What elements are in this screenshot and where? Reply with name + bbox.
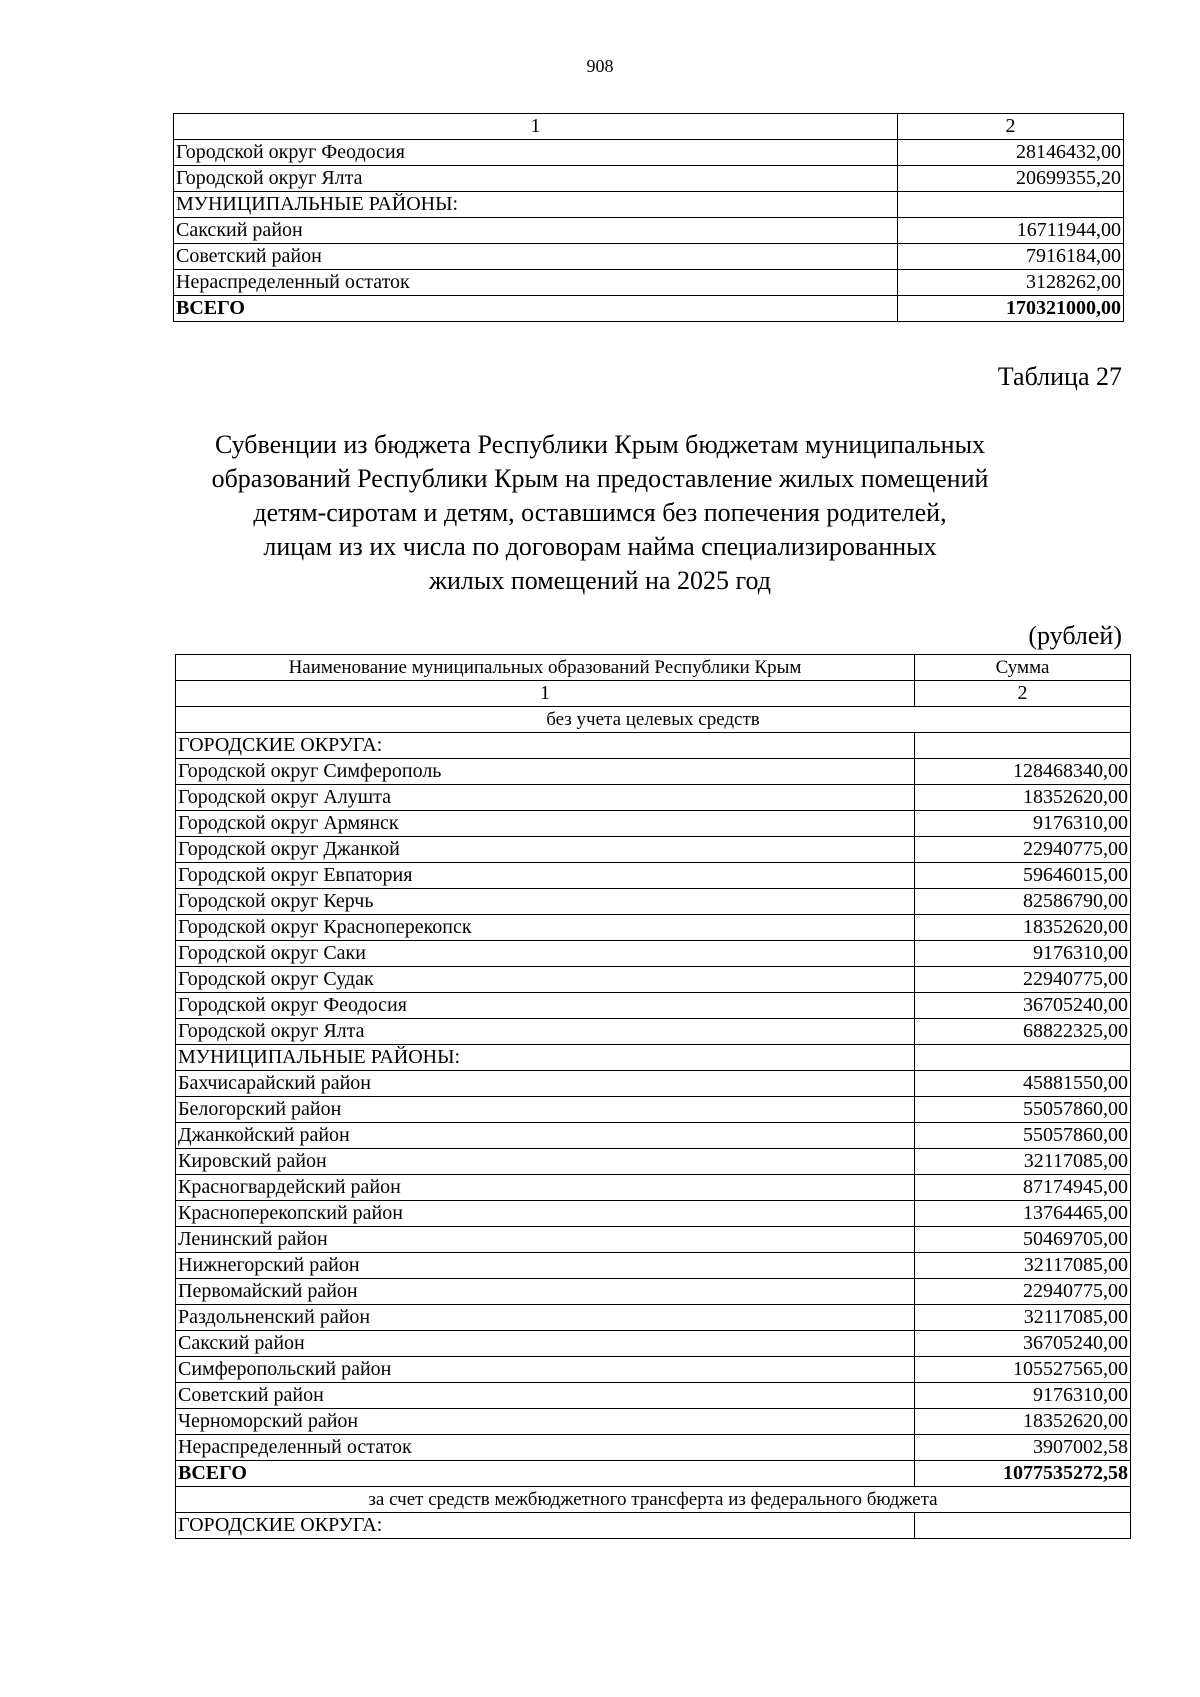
row-name: Черноморский район (176, 1409, 915, 1435)
table-row (176, 1045, 1131, 1071)
group-row (176, 733, 1131, 759)
unit-label: (рублей) (1028, 621, 1122, 650)
row-name: Советский район (174, 244, 898, 270)
row-name: Симферопольский район (176, 1357, 915, 1383)
row-name: Городской округ Симферополь (176, 759, 915, 785)
table-row (174, 244, 1124, 270)
table-row (176, 863, 1131, 889)
row-name: Городской округ Красноперекопск (176, 915, 915, 941)
row-name: Городской округ Евпатория (176, 863, 915, 889)
table-row (176, 1019, 1131, 1045)
table-row (176, 1331, 1131, 1357)
table-row (176, 1383, 1131, 1409)
row-name: Белогорский район (176, 1097, 915, 1123)
row-value: 32117085,00 (915, 1305, 1131, 1331)
row-name: Нераспределенный остаток (176, 1435, 915, 1461)
row-name: Кировский район (176, 1149, 915, 1175)
row-value: 13764465,00 (915, 1201, 1131, 1227)
table-row (176, 1201, 1131, 1227)
table-row (176, 811, 1131, 837)
header-name: Наименование муниципальных образований Республики Крым (176, 655, 915, 681)
header-sum: Сумма (915, 655, 1131, 681)
section-title: за счет средств межбюджетного трансферта из федерального бюджета (176, 1487, 1131, 1513)
header-row (176, 655, 1131, 681)
table-row (176, 1513, 1131, 1539)
row-value: 22940775,00 (915, 1279, 1131, 1305)
row-name: Городской округ Феодосия (176, 993, 915, 1019)
row-value: 9176310,00 (915, 941, 1131, 967)
row-name: Городской округ Судак (176, 967, 915, 993)
table-row (176, 967, 1131, 993)
row-name: Ленинский район (176, 1227, 915, 1253)
continuation-table-body (174, 114, 1124, 322)
table-row (176, 1071, 1131, 1097)
group-value (915, 733, 1131, 759)
table-row (174, 218, 1124, 244)
subsidy-table-body (176, 655, 1131, 1539)
continuation-table (173, 113, 1124, 322)
row-value: 18352620,00 (915, 785, 1131, 811)
row-value (898, 192, 1124, 218)
row-name: Нераспределенный остаток (174, 270, 898, 296)
row-name: Городской округ Саки (176, 941, 915, 967)
page-number: 908 (586, 56, 614, 76)
row-value: 68822325,00 (915, 1019, 1131, 1045)
row-value: 45881550,00 (915, 1071, 1131, 1097)
column-number-1: 1 (176, 681, 915, 707)
title-line: жилых помещений на 2025 год (429, 566, 771, 595)
table-row (176, 1409, 1131, 1435)
row-value: 28146432,00 (898, 140, 1124, 166)
row-name: ГОРОДСКИЕ ОКРУГА: (176, 1513, 915, 1539)
section-title: без учета целевых средств (176, 707, 1131, 733)
row-name: Раздольненский район (176, 1305, 915, 1331)
total-label: ВСЕГО (174, 296, 898, 322)
total-row (176, 1461, 1131, 1487)
table-row (176, 941, 1131, 967)
table-row (176, 1227, 1131, 1253)
row-name: Красноперекопский район (176, 1201, 915, 1227)
table-row (176, 1357, 1131, 1383)
row-value: 22940775,00 (915, 967, 1131, 993)
row-name: МУНИЦИПАЛЬНЫЕ РАЙОНЫ: (174, 192, 898, 218)
row-name: Городской округ Ялта (174, 166, 898, 192)
row-value: 105527565,00 (915, 1357, 1131, 1383)
total-label: ВСЕГО (176, 1461, 915, 1487)
row-name: Городской округ Алушта (176, 785, 915, 811)
row-name: Городской округ Джанкой (176, 837, 915, 863)
row-name: Красногвардейский район (176, 1175, 915, 1201)
title-line: детям-сиротам и детям, оставшимся без попечения родителей, (253, 498, 947, 527)
row-name: МУНИЦИПАЛЬНЫЕ РАЙОНЫ: (176, 1045, 915, 1071)
table-row (176, 915, 1131, 941)
table-row (176, 837, 1131, 863)
row-value: 32117085,00 (915, 1253, 1131, 1279)
section-row (176, 707, 1131, 733)
table-caption: Таблица 27 (997, 362, 1122, 391)
row-value: 36705240,00 (915, 1331, 1131, 1357)
row-value: 55057860,00 (915, 1123, 1131, 1149)
row-name: Первомайский район (176, 1279, 915, 1305)
document-title (150, 428, 1050, 598)
row-value: 18352620,00 (915, 915, 1131, 941)
row-value: 9176310,00 (915, 811, 1131, 837)
title-line: образований Республики Крым на предоставление жилых помещений (211, 464, 989, 493)
row-value (915, 1513, 1131, 1539)
total-value: 170321000,00 (898, 296, 1124, 322)
row-name: Бахчисарайский район (176, 1071, 915, 1097)
table-row (176, 1435, 1131, 1461)
row-value: 50469705,00 (915, 1227, 1131, 1253)
table-row (176, 1253, 1131, 1279)
table-row (176, 1097, 1131, 1123)
column-number-row (174, 114, 1124, 140)
row-name: Джанкойский район (176, 1123, 915, 1149)
row-name: Сакский район (174, 218, 898, 244)
row-name: Нижнегорский район (176, 1253, 915, 1279)
table-row (176, 1123, 1131, 1149)
row-value: 9176310,00 (915, 1383, 1131, 1409)
row-value: 3128262,00 (898, 270, 1124, 296)
column-number-1: 1 (174, 114, 898, 140)
row-value: 59646015,00 (915, 863, 1131, 889)
row-value: 32117085,00 (915, 1149, 1131, 1175)
row-name: Городской округ Армянск (176, 811, 915, 837)
row-value: 3907002,58 (915, 1435, 1131, 1461)
row-value: 128468340,00 (915, 759, 1131, 785)
column-number-row (176, 681, 1131, 707)
section-row (176, 1487, 1131, 1513)
row-name: Сакский район (176, 1331, 915, 1357)
table-row (176, 1279, 1131, 1305)
total-value: 1077535272,58 (915, 1461, 1131, 1487)
row-value: 82586790,00 (915, 889, 1131, 915)
row-name: Городской округ Феодосия (174, 140, 898, 166)
row-name: Советский район (176, 1383, 915, 1409)
row-value: 36705240,00 (915, 993, 1131, 1019)
table-row (176, 1175, 1131, 1201)
table-row (176, 785, 1131, 811)
table-row (176, 889, 1131, 915)
title-line: Субвенции из бюджета Республики Крым бюджетам муниципальных (214, 430, 986, 459)
subsidy-table (175, 654, 1131, 1539)
row-value: 55057860,00 (915, 1097, 1131, 1123)
table-row (174, 140, 1124, 166)
table-row (176, 993, 1131, 1019)
column-number-2: 2 (915, 681, 1131, 707)
row-value: 16711944,00 (898, 218, 1124, 244)
title-line: лицам из их числа по договорам найма специализированных (263, 532, 937, 561)
group-title: ГОРОДСКИЕ ОКРУГА: (176, 733, 915, 759)
row-value: 20699355,20 (898, 166, 1124, 192)
table-row (174, 192, 1124, 218)
row-value: 22940775,00 (915, 837, 1131, 863)
row-value: 87174945,00 (915, 1175, 1131, 1201)
row-name: Городской округ Керчь (176, 889, 915, 915)
table-row (174, 166, 1124, 192)
total-row (174, 296, 1124, 322)
row-name: Городской округ Ялта (176, 1019, 915, 1045)
column-number-2: 2 (898, 114, 1124, 140)
table-row (176, 1149, 1131, 1175)
table-row (176, 1305, 1131, 1331)
row-value: 18352620,00 (915, 1409, 1131, 1435)
table-row (174, 270, 1124, 296)
table-row (176, 759, 1131, 785)
row-value (915, 1045, 1131, 1071)
row-value: 7916184,00 (898, 244, 1124, 270)
